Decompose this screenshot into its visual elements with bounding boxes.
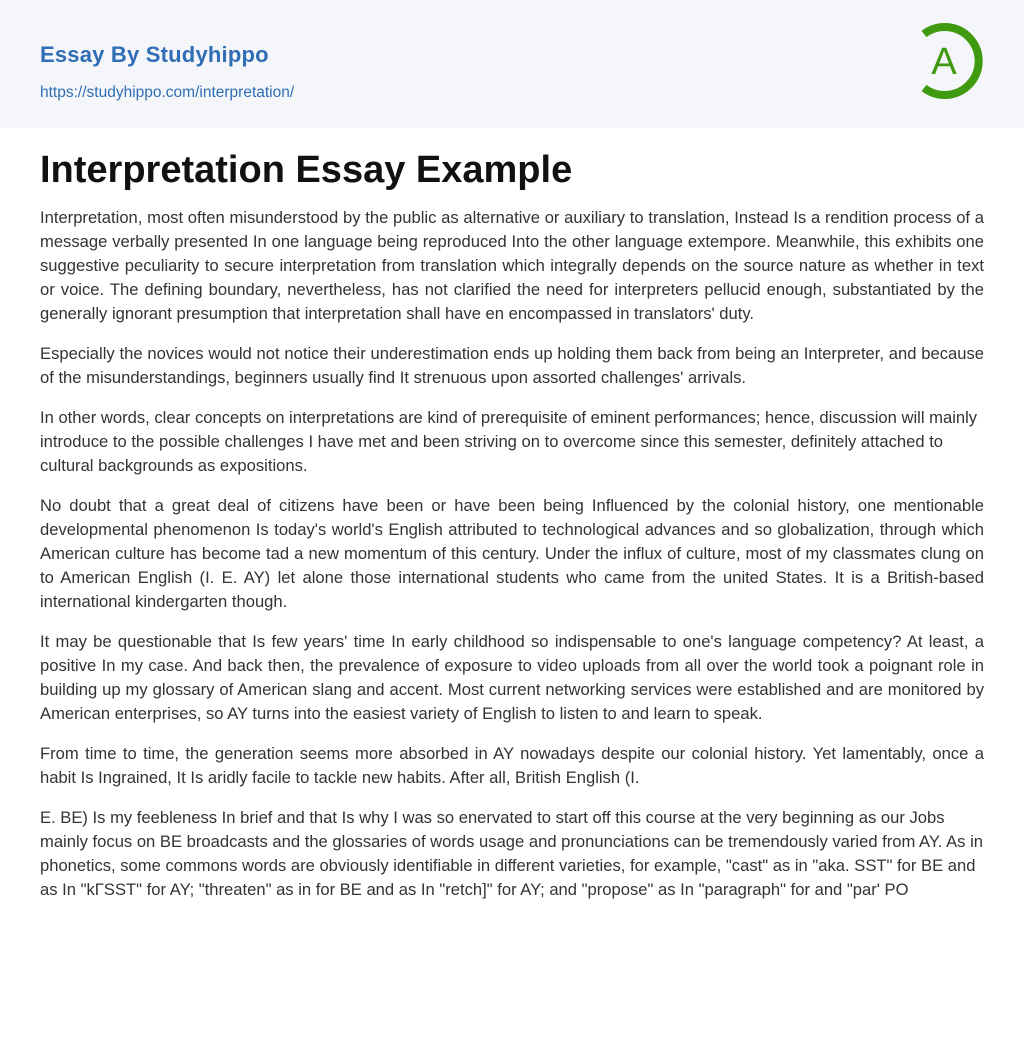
paragraph: Interpretation, most often misunderstood by the public as alternative or auxiliary to translation, Instead Is a rendition process of a message verbally presented In one language being reproduced Into the other language extempore. Meanwhile, this exhibits one suggestive peculiarity to secure interpretation from translation which integrally depends on the source nature as whether in text or voice. The defining boundary, nevertheless, has not clarified the need for interpreters pellucid enough, substantiated by the generally ignorant presumption that interpretation shall have en encompassed in translators' duty. xyxy=(40,208,984,323)
article-title: Interpretation Essay Example xyxy=(40,149,573,191)
studyhippo-logo-icon[interactable] xyxy=(916,18,986,104)
paragraph: Especially the novices would not notice their underestimation ends up holding them back from being an Interpreter, and because of the misunderstandings, beginners usually find It strenuous upon assorted challenges' arrivals. xyxy=(40,344,984,387)
svg-text:A: A xyxy=(931,41,957,83)
site-header xyxy=(0,0,1024,128)
paragraph: It may be questionable that Is few years' time In early childhood so indispensable to one's language competency? At least, a positive In my case. And back then, the prevalence of exposure to video uploads from all over the world took a poignant role in building up my glossary of American slang and accent. Most current networking services were established and are monitored by American enterprises, so AY turns into the easiest variety of English to listen to and learn to speak. xyxy=(40,632,984,723)
paragraph: E. BE) Is my feebleness In brief and that Is why I was so enervated to start off this course at the very beginning as our Jobs mainly focus on BE broadcasts and the glossaries of words usage and pronunciations can be tremendously varied from AY. As in phonetics, some commons words are obviously identifiable in different varieties, for example, "cast" as in "aka. SST" for BE and as In "kΓSST" for AY; "threaten" as in for BE and as In "retch]" for AY; and "propose" as In "paragraph" for and "par' PO xyxy=(40,808,983,899)
paragraph: No doubt that a great deal of citizens have been or have been being Influenced by the colonial history, one mentionable developmental phenomenon Is today's world's English attributed to technological advances and so globalization, through which American culture has become tad a new momentum of this century. Under the influx of culture, most of my classmates clung on to American English (I. E. AY) let alone those international students who came from the united States. It is a British-based international kindergarten though. xyxy=(40,496,984,611)
paragraph: In other words, clear concepts on interpretations are kind of prerequisite of eminent performances; hence, discussion will mainly introduce to the possible challenges I have met and been striving on to overcome since this semester, definitely attached to cultural backgrounds as expositions. xyxy=(40,408,978,475)
article xyxy=(0,148,1024,902)
paragraph: From time to time, the generation seems more absorbed in AY nowadays despite our colonial history. Yet lamentably, once a habit Is Ingrained, It Is aridly facile to tackle new habits. After all, British English (I. xyxy=(40,744,984,787)
page-url-link[interactable]: https://studyhippo.com/interpretation/ xyxy=(40,84,295,101)
site-brand[interactable]: Essay By Studyhippo xyxy=(40,42,269,67)
